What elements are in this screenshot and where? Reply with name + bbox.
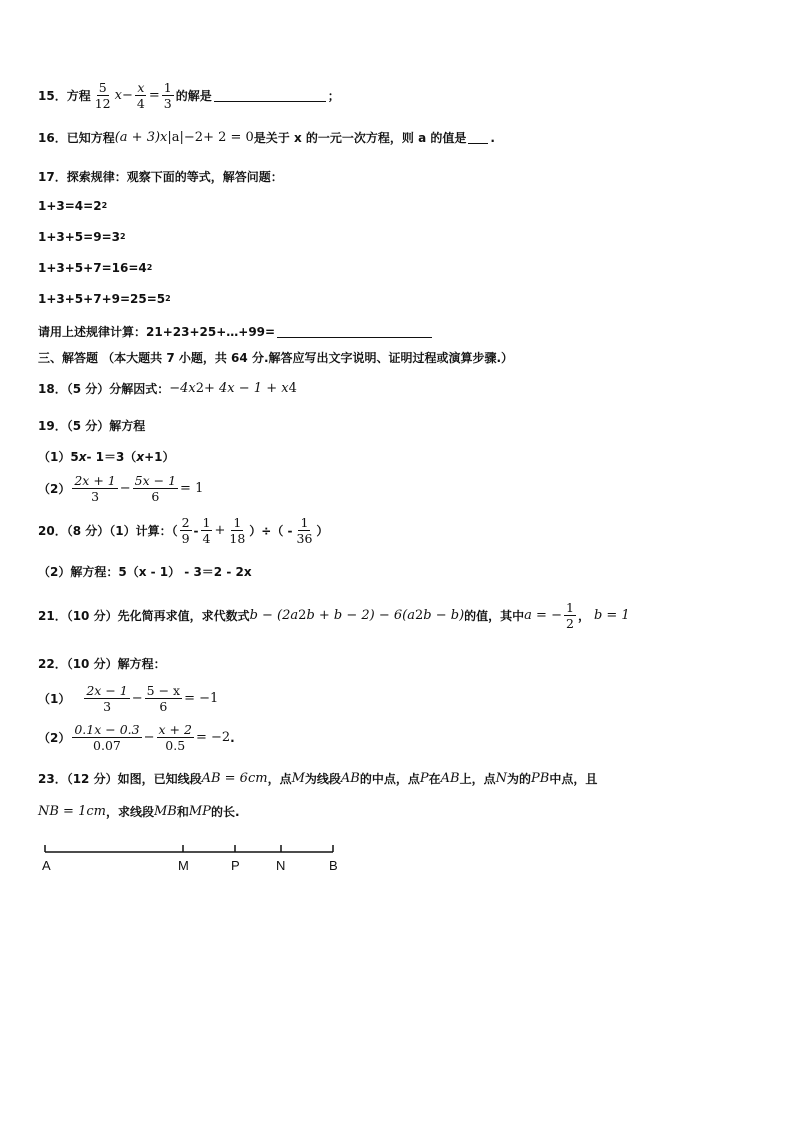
question-17-title: 17．探索规律：观察下面的等式，解答问题：	[38, 170, 283, 184]
question-15: 15． 方程 $\frac{5}{12}$ x − $\frac{x}{4}$ = $\frac{1}{3}$ 的解是 ；	[38, 80, 340, 111]
label-a: A	[42, 858, 51, 873]
question-23-line-2: NB = 1cm ，求线段 MB 和 MP 的长.	[38, 804, 240, 819]
pattern-line-3: 1+3+5+7=16=4 2	[38, 261, 153, 275]
pattern-line-4: 1+3+5+7+9=25=5 2	[38, 292, 171, 306]
label-m: M	[178, 858, 189, 873]
question-22: 22．（10 分）解方程：	[38, 657, 166, 671]
question-19: 19．（5 分）解方程	[38, 419, 146, 433]
label-n: N	[276, 858, 286, 873]
question-19-part-1: （1）5 x - 1＝3（ x +1）	[38, 449, 175, 464]
question-20-part-2: （2）解方程：5（x - 1） - 3＝2 - 2x	[38, 565, 252, 579]
question-20: 20．（8 分）（1）计算：（ $\frac{2}{9}$ - $\frac{1}{4}$ + $\frac{1}{18}$ ）÷（ - $\frac{1}{36}$ ）	[38, 515, 329, 546]
fraction: $\frac{2x - 1}{3}$	[86, 683, 128, 714]
fraction: $\frac{5}{12}$	[94, 80, 111, 111]
fraction: $\frac{5x - 1}{6}$	[134, 473, 177, 504]
question-17-ask: 请用上述规律计算：21+23+25+…+99=	[38, 323, 434, 340]
question-18: 18．（5 分）分解因式： −4x 2 + 4x − 1 + x 4	[38, 380, 297, 396]
question-22-part-1: （1） $\frac{2x - 1}{3}$ − $\frac{5 - x}{6}$ = −1	[38, 683, 219, 714]
fraction: $\frac{2}{9}$	[181, 515, 190, 546]
fraction: $\frac{0.1x - 0.3}{0.07}$	[74, 722, 140, 753]
section-heading: 三、解答题 （本大题共 7 小题，共 64 分.解答应写出文字说明、证明过程或演算步骤.）	[38, 351, 514, 365]
question-21: 21．（10 分）先化简再求值，求代数式 b − (2a 2 b + b − 2) − 6(a 2 b − b) 的值，其中 a = − $\frac{1}{2}$ ， b = 1	[38, 600, 630, 631]
fraction: $\frac{x}{4}$	[136, 80, 145, 111]
fraction: $\frac{2x + 1}{3}$	[74, 473, 116, 504]
fraction: $\frac{1}{3}$	[163, 80, 172, 111]
question-22-part-2: （2） $\frac{0.1x - 0.3}{0.07}$ − $\frac{x + 2}{0.5}$ = −2 .	[38, 722, 235, 753]
fraction: $\frac{1}{36}$	[296, 515, 313, 546]
pattern-line-2: 1+3+5=9=3 2	[38, 230, 126, 244]
label-b: B	[329, 858, 338, 873]
fraction: $\frac{1}{4}$	[202, 515, 211, 546]
fraction: $\frac{1}{18}$	[229, 515, 246, 546]
fraction: $\frac{5 - x}{6}$	[146, 683, 181, 714]
question-19-part-2: （2） $\frac{2x + 1}{3}$ − $\frac{5x - 1}{6}$ = 1	[38, 473, 204, 504]
fraction: $\frac{x + 2}{0.5}$	[158, 722, 192, 753]
question-23-line-1: 23．（12 分）如图，已知线段 AB = 6cm ，点 M 为线段 AB 的中点，点 P 在 AB 上，点 N 为的 PB 中点，且	[38, 771, 598, 786]
fraction: $\frac{1}{2}$	[565, 600, 574, 631]
label-p: P	[231, 858, 240, 873]
question-16: 16． 已知方程 (a + 3)x |a|−2 + 2 = 0 是关于 x 的一元一次方程，则 a 的值是 .	[38, 129, 495, 145]
pattern-line-1: 1+3=4=2 2	[38, 199, 108, 213]
